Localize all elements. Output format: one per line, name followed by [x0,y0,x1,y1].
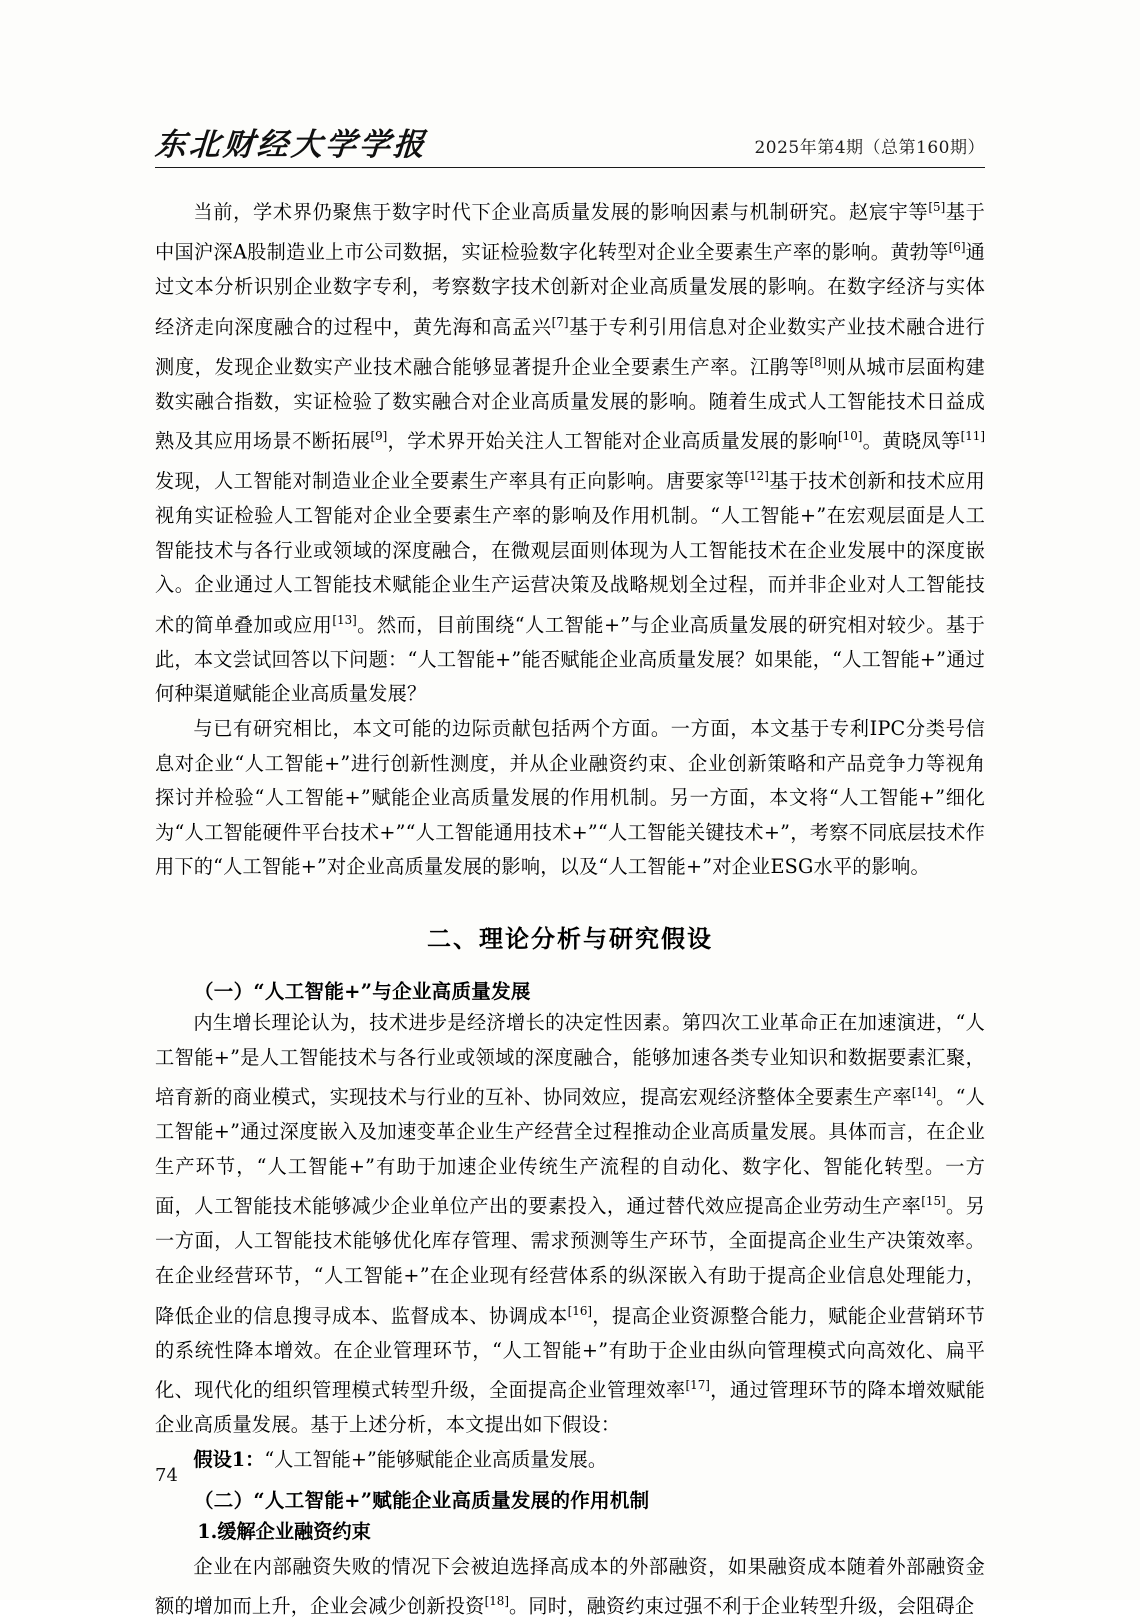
subsection-title-2: （二）“人工智能+”赋能企业高质量发展的作用机制 [194,1489,650,1513]
subsection-2-item-1: 1.缓解企业融资约束 [197,1520,371,1544]
section-title: 二、理论分析与研究假设 [427,924,713,954]
paragraph-2: 与已有研究相比，本文可能的边际贡献包括两个方面。一方面，本文基于专利IPC分类号信息对企业“人工智能+”进行创新性测度，并从企业融资约束、企业创新策略和产品竞争力等视角探讨并检验“人工智能+”赋能企业高质量发展的作用机制。另一方面，本文将“人工智能+”细化为“人工智能硬件平台技术+”“人工智能通用技术+”“人工智能关键技术+”，考察不同底层技术作用下的“人工智能+”对企业高质量发展的影响，以及“人工智能+”对企业ESG水平的影响。 [155,717,985,879]
page-number: 74 [155,1465,178,1486]
paragraph-1: 当前，学术界仍聚焦于数字时代下企业高质量发展的影响因素与机制研究。赵宸宇等[5]基于中国沪深A股制造业上市公司数据，实证检验数字化转型对企业全要素生产率的影响。黄勃等[6]通过文本分析识别企业数字专利，考察数字技术创新对企业高质量发展的影响。在数字经济与实体经济走向深度融合的过程中，黄先海和高孟兴[7]基于专利引用信息对企业数实产业技术融合进行测度，发现企业数实产业技术融合能够显著提升企业全要素生产率。江鹃等[8]则从城市层面构建数实融合指数，实证检验了数实融合对企业高质量发展的影响。随着生成式人工智能技术日益成熟及其应用场景不断拓展[9]，学术界开始关注人工智能对企业高质量发展的影响[10]。黄晓凤等[11]发现，人工智能对制造业企业全要素生产率具有正向影响。唐要家等[12]基于技术创新和技术应用视角实证检验人工智能对企业全要素生产率的影响及作用机制。“人工智能+”在宏观层面是人工智能技术与各行业或领域的深度融合，在微观层面则体现为人工智能技术在企业发展中的深度嵌入。企业通过人工智能技术赋能企业生产运营决策及战略规划全过程，而并非企业对人工智能技术的简单叠加或应用[13]。然而，目前围绕“人工智能+”与企业高质量发展的研究相对较少。基于此，本文尝试回答以下问题：“人工智能+”能否赋能企业高质量发展？如果能，“人工智能+”通过何种渠道赋能企业高质量发展？ [155,200,986,706]
page-content [153,127,986,1624]
hypothesis-1 [155,1443,985,1478]
paragraph-3: 内生增长理论认为，技术进步是经济增长的决定性因素。第四次工业革命正在加速演进，“人工智能+”是人工智能技术与各行业或领域的深度融合，能够加速各类专业知识和数据要素汇聚，培育新的商业模式，实现技术与行业的互补、协同效应，提高宏观经济整体全要素生产率[14]。“人工智能+”通过深度嵌入及加速变革企业生产经营全过程推动企业高质量发展。具体而言，在企业生产环节，“人工智能+”有助于加速企业传统生产流程的自动化、数字化、智能化转型。一方面，人工智能技术能够减少企业单位产出的要素投入，通过替代效应提高企业劳动生产率[15]。另一方面，人工智能技术能够优化库存管理、需求预测等生产环节，全面提高企业生产决策效率。在企业经营环节，“人工智能+”在企业现有经营体系的纵深嵌入有助于提高企业信息处理能力，降低企业的信息搜寻成本、监督成本、协调成本[16]，提高企业资源整合能力，赋能企业营销环节的系统性降本增效。在企业管理环节，“人工智能+”有助于企业由纵向管理模式向高效化、扁平化、现代化的组织管理模式转型升级，全面提高企业管理效率[17]，通过管理环节的降本增效赋能企业高质量发展。基于上述分析，本文提出如下假设： [155,1011,986,1437]
issue-info: 2025年第4期（总第160期） [754,138,985,158]
hypothesis-1-text: “人工智能+”能够赋能企业高质量发展。 [264,1447,608,1471]
subsection-title-1: （一）“人工智能+”与企业高质量发展 [194,980,531,1004]
hypothesis-1-label: 假设1： [193,1447,265,1471]
paragraph-4: 企业在内部融资失败的情况下会被迫选择高成本的外部融资，如果融资成本随着外部融资金额的增加而上升，企业会减少创新投资[18]。同时，融资约束过强不利于企业转型升级，会阻碍企 [155,1554,985,1618]
masthead [153,127,985,168]
journal-title: 东北财经大学学报 [153,127,429,163]
article-body [155,190,985,1624]
